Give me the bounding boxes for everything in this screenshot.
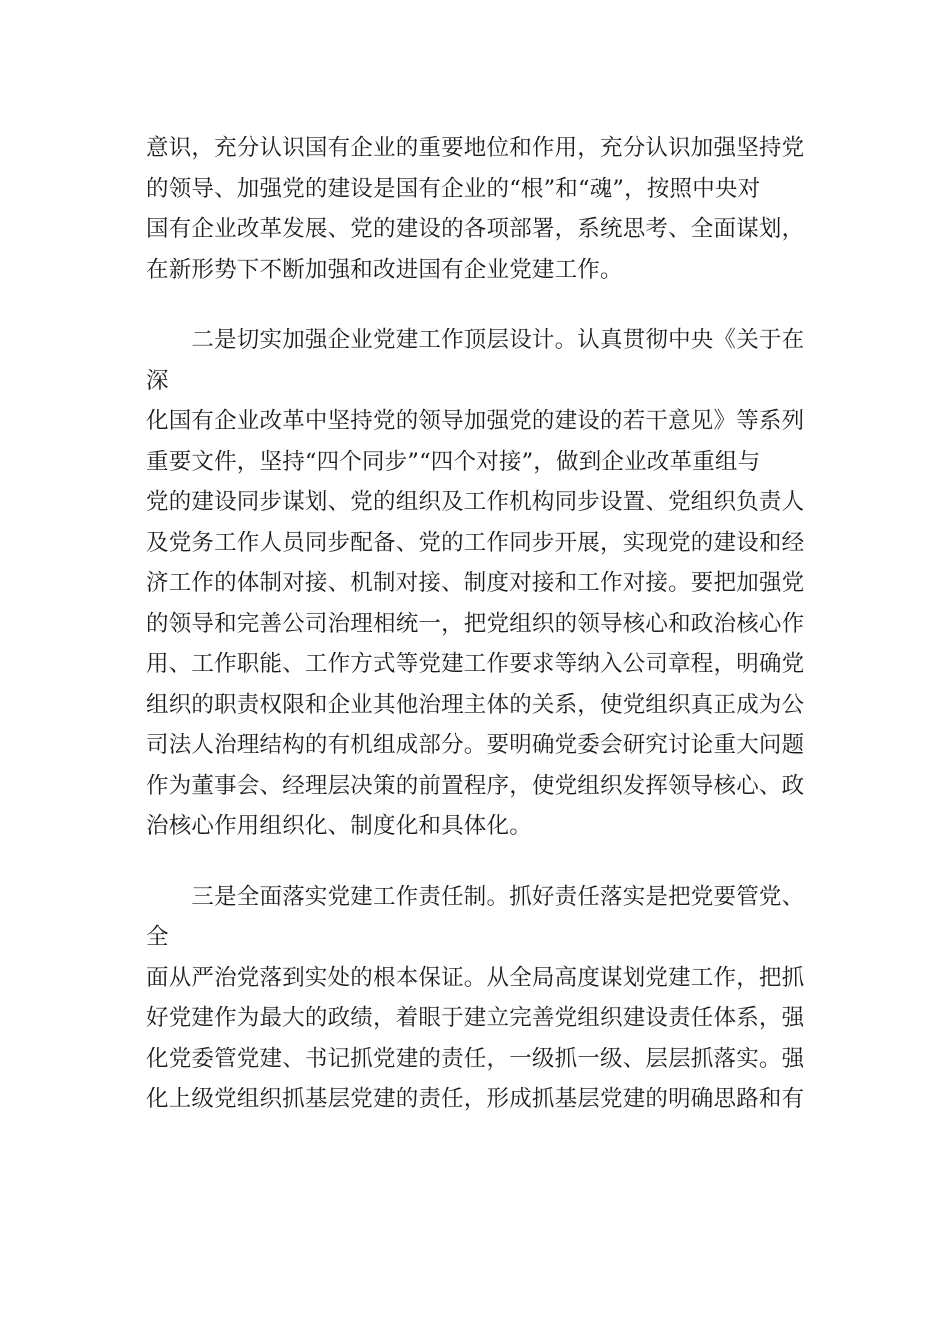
- paragraph-2: 二是切实加强企业党建工作顶层设计。认真贯彻中央《关于在深 化国有企业改革中坚持党的领导加强党的建设的若干意见》等系列 重要文件，坚持“四个同步”“四个对接”，做到企业改革重组与 党的建设同步谋划、党的组织及工作机构同步设置、党组织负责人 及党务工作人员同步配备、党的工作同步开展，实现党的建设和经 济工作的体制对接、机制对接、制度对接和工作对接。要把加强党 的领导和完善公司治理相统一，把党组织的领导核心和政治核心作 用、工作职能、工作方式等党建工作要求等纳入公司章程，明确党 组织的职责权限和企业其他治理主体的关系，使党组织真正成为公 司法人治理结构的有机组成部分。要明确党委会研究讨论重大问题 作为董事会、经理层决策的前置程序，使党组织发挥领导核心、政 治核心作用组织化、制度化和具体化。: [146, 327, 805, 839]
- paragraph-1: 意识，充分认识国有企业的重要地位和作用，充分认识加强坚持党 的领导、加强党的建设是国有企业的“根”和“魂”，按照中央对 国有企业改革发展、党的建设的各项部署，系统思考、全面谋划， 在新形势下不断加强和改进国有企业党建工作。: [146, 135, 805, 283]
- paragraph-3: 三是全面落实党建工作责任制。抓好责任落实是把党要管党、全 面从严治党落到实处的根本保证。从全局高度谋划党建工作，把抓 好党建作为最大的政绩，着眼于建立完善党组织建设责任体系，强 化党委管党建、书记抓党建的责任，一级抓一级、层层抓落实。强 化上级党组织抓基层党建的责任，形成抓基层党建的明确思路和有: [146, 883, 805, 1112]
- document-body: [146, 128, 806, 1120]
- paragraph-gap: [146, 847, 806, 877]
- paragraph-gap: [146, 290, 806, 320]
